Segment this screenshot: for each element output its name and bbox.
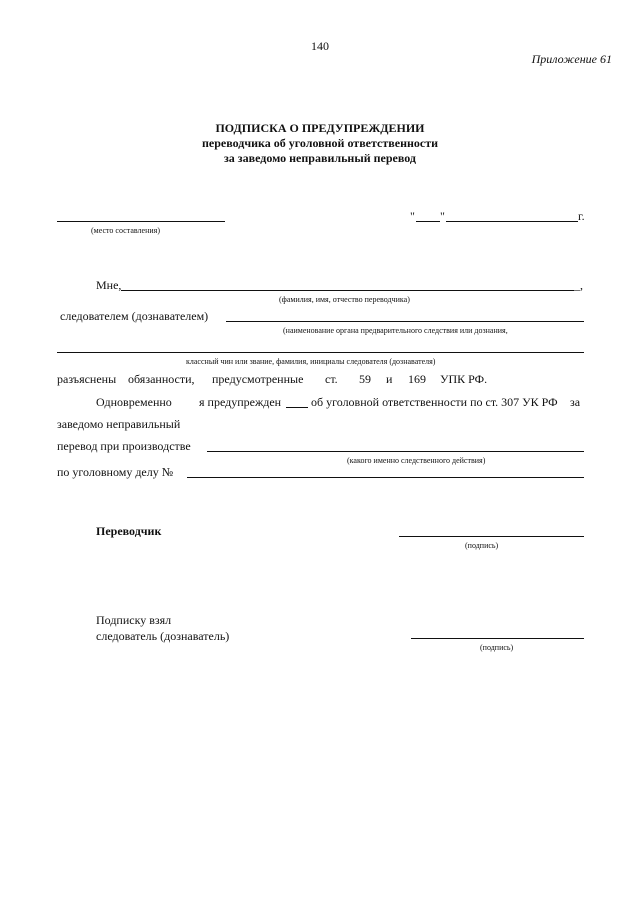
place-field[interactable] (57, 221, 225, 222)
warning-w1: Одновременно (96, 395, 172, 409)
page-number: 140 (311, 39, 329, 53)
document-subtitle-1: переводчика об уголовной ответственности (201, 136, 439, 150)
investigator-signature-caption: (подпись) (480, 643, 514, 652)
warning-w2: я предупрежден (199, 395, 282, 409)
document-title: ПОДПИСКА О ПРЕДУПРЕЖДЕНИИ (215, 121, 425, 135)
duties-w4: ст. (325, 372, 338, 386)
date-year-suffix: г. (578, 209, 585, 223)
duties-w3: предусмотренные (212, 372, 304, 386)
warning-line2: заведомо неправильный (57, 417, 181, 431)
translator-signature-caption: (подпись) (465, 541, 499, 550)
action-field[interactable] (207, 451, 584, 452)
place-caption: (место составления) (91, 226, 160, 235)
duties-w5: 59 (359, 372, 371, 386)
investigator-organ-field[interactable] (226, 321, 584, 322)
translator-suffix: _, (574, 278, 583, 292)
duties-w2: обязанности, (128, 372, 195, 386)
action-caption: (какого именно следственного действия) (347, 456, 486, 465)
translator-signature-label: Переводчик (96, 524, 162, 538)
appendix-label: Приложение 61 (531, 52, 612, 66)
case-label: по уголовному делу № (57, 465, 174, 479)
investigator-caption: (наименование органа предварительного следствия или дознания, (283, 326, 508, 335)
document-subtitle-2: за заведомо неправильный перевод (223, 151, 416, 165)
translator-prefix: Мне, (96, 278, 122, 292)
action-label: перевод при производстве (57, 439, 191, 453)
translator-caption: (фамилия, имя, отчество переводчика) (279, 295, 410, 304)
duties-w7: 169 (408, 372, 426, 386)
warning-w4: за (570, 395, 581, 409)
warning-blank[interactable] (286, 407, 308, 408)
duties-w6: и (386, 372, 393, 386)
date-open-quote: " (410, 209, 415, 223)
translator-signature-field[interactable] (399, 536, 584, 537)
translator-name-field[interactable] (121, 290, 574, 291)
date-month-year-field[interactable] (446, 221, 578, 222)
date-close-quote: " (440, 209, 445, 223)
investigator-rank-field[interactable] (57, 352, 584, 353)
investigator-signature-field[interactable] (411, 638, 584, 639)
investigator-caption-2: классный чин или звание, фамилия, инициалы следователя (дознавателя) (186, 357, 436, 366)
investigator-signature-label-2: следователь (дознаватель) (96, 629, 230, 643)
date-day-field[interactable] (416, 221, 440, 222)
investigator-signature-label-1: Подписку взял (96, 613, 172, 627)
warning-w3: об уголовной ответственности по ст. 307 УК РФ (311, 395, 558, 409)
duties-w1: разъяснены (57, 372, 117, 386)
duties-w8: УПК РФ. (440, 372, 488, 386)
case-number-field[interactable] (187, 477, 584, 478)
investigator-label: следователем (дознавателем) (60, 309, 209, 323)
